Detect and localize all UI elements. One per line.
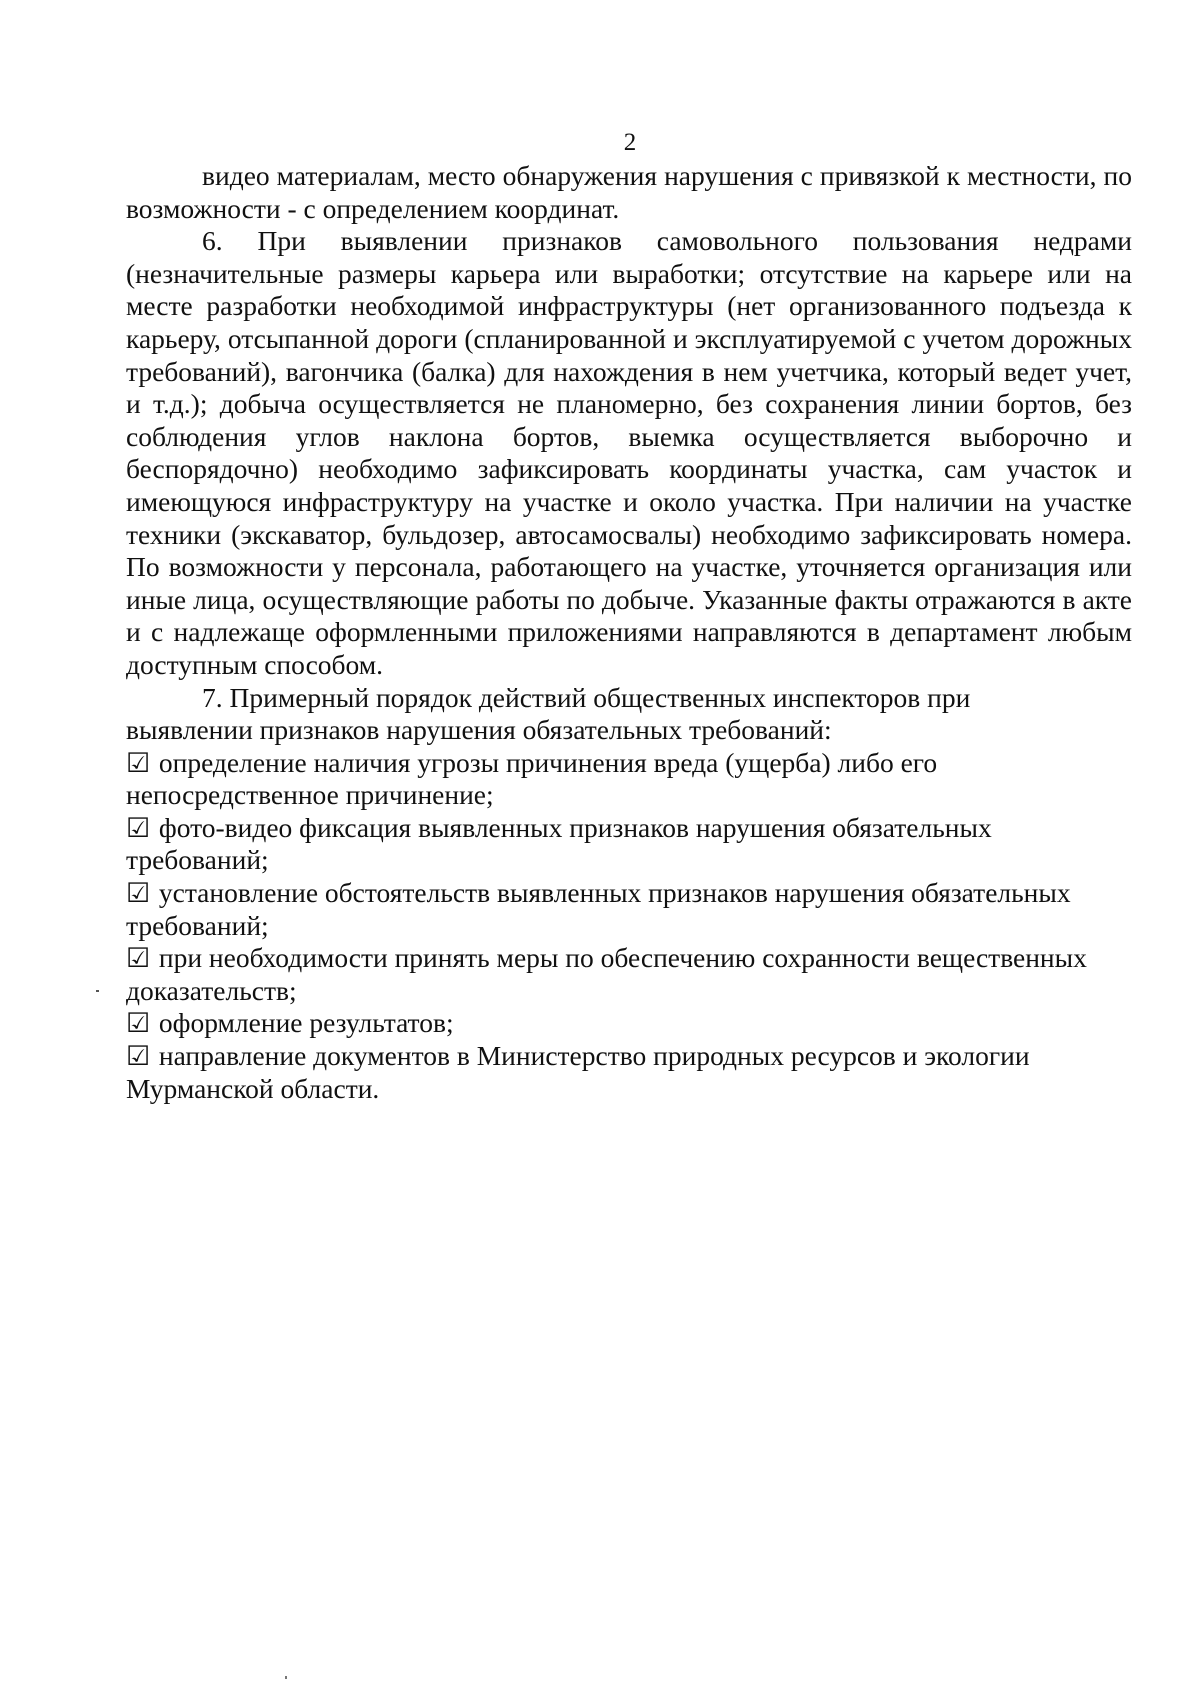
margin-mark	[96, 990, 99, 992]
checkbox-checked-icon: ☑	[126, 1008, 151, 1039]
document-body	[126, 160, 1132, 1105]
checkbox-checked-icon: ☑	[126, 878, 151, 909]
paragraph-6: 6. При выявлении признаков самовольного пользования недрами (незначительные размеры карьера или выработки; отсутствие на карьере или на месте разработки необходимой инфраструктуры (нет организованного подъезда к карьеру, отсыпанной дороги (спланированной и эксплуатируемой с учетом дорожных требований), вагончика (балка) для нахождения в нем учетчика, который ведет учет, и т.д.); добыча осуществляется не планомерно, без сохранения линии бортов, без соблюдения углов наклона бортов, выемка осуществляется выборочно и беспорядочно) необходимо зафиксировать координаты участка, сам участок и имеющуюся инфраструктуру на участке и около участка. При наличии на участке техники (экскаватор, бульдозер, автосамосвалы) необходимо зафиксировать номера. По возможности у персонала, работающего на участке, уточняется организация или иные лица, осуществляющие работы по добыче. Указанные факты отражаются в акте и с надлежаще оформленными приложениями направляются в департамент любым доступным способом.	[126, 225, 1132, 680]
checklist-item-text: направление документов в Министерство природных ресурсов и экологии Мурманской области.	[126, 1040, 1030, 1104]
checklist	[126, 747, 1132, 1106]
paragraph-continuation: видео материалам, место обнаружения нарушения с привязкой к местности, по возможности - с определением координат.	[126, 160, 1132, 224]
checklist-item-text: фото-видео фиксация выявленных признаков нарушения обязательных требований;	[126, 811, 992, 876]
checkbox-checked-icon: ☑	[126, 812, 151, 843]
checklist-item-text: при необходимости принять меры по обеспечению сохранности вещественных доказательств;	[126, 942, 1087, 1006]
checklist-item-text: установление обстоятельств выявленных признаков нарушения обязательных требований;	[126, 877, 1071, 941]
checklist-item	[126, 1007, 1132, 1040]
checklist-item	[126, 812, 1132, 877]
scan-artifact	[285, 1676, 287, 1679]
checklist-item	[126, 747, 1132, 812]
checkbox-checked-icon: ☑	[126, 943, 151, 974]
checklist-item	[126, 942, 1132, 1007]
paragraph-7: 7. Примерный порядок действий общественных инспекторов при выявлении признаков нарушения обязательных требований:	[126, 681, 971, 746]
checkbox-checked-icon: ☑	[126, 1041, 151, 1072]
page-number: 2	[623, 129, 637, 156]
checklist-item	[126, 1040, 1132, 1105]
checklist-item-text: определение наличия угрозы причинения вреда (ущерба) либо его непосредственное причинение;	[126, 746, 938, 811]
checklist-item	[126, 877, 1132, 942]
checkbox-checked-icon: ☑	[126, 747, 151, 778]
checklist-item-text: оформление результатов;	[158, 1007, 454, 1039]
